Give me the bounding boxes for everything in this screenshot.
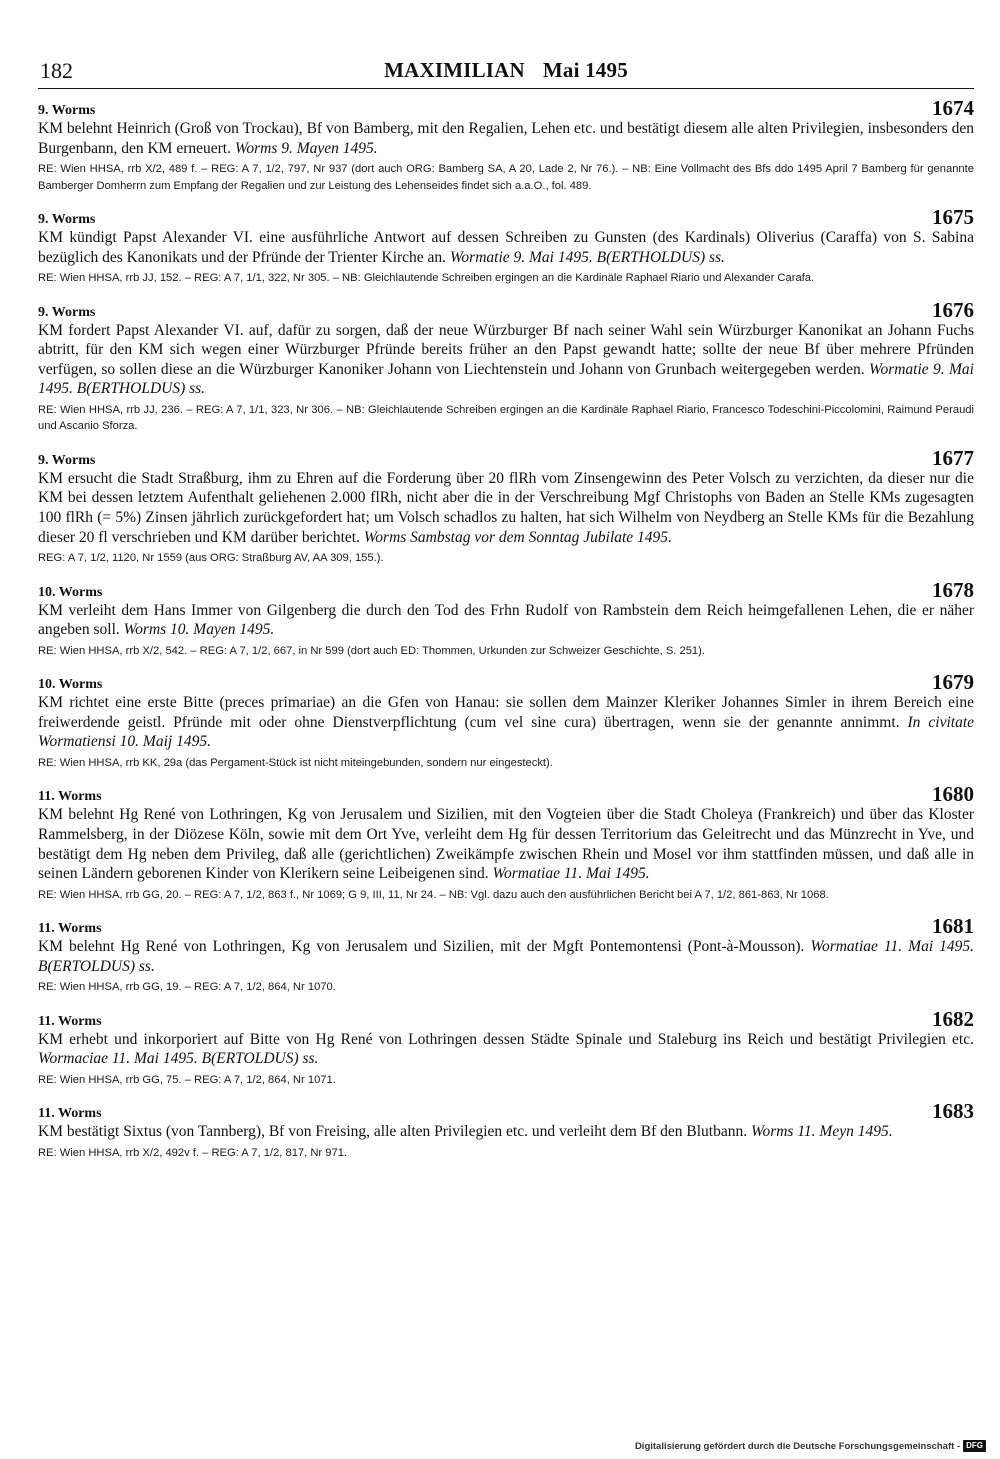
entry-number: 1677: [932, 445, 974, 470]
running-header: [38, 58, 974, 89]
entry-references: RE: Wien HHSA, rrb X/2, 492v f. – REG: A 7, 1/2, 817, Nr 971.: [38, 1146, 348, 1159]
entry-dating: Wormatiae 11. Mai 1495. B(ERTOLDUS) ss.: [38, 938, 975, 975]
entry-dating: Worms 10. Mayen 1495.: [123, 621, 275, 639]
entry-number: 1681: [932, 914, 974, 939]
entry-number: 1676: [932, 297, 974, 322]
entry-references: REG: A 7, 1/2, 1120, Nr 1559 (aus ORG: Straßburg AV, AA 309, 155.).: [38, 552, 384, 565]
entry-heading: [38, 1006, 974, 1030]
entry-date-place: 11. Worms: [38, 1106, 102, 1122]
entry-dating: Wormatie 9. Mai 1495. B(ERTHOLDUS) ss.: [449, 248, 725, 266]
entry-number: 1682: [932, 1006, 974, 1031]
entry-number: 1683: [932, 1099, 974, 1124]
entry-1674: [38, 95, 974, 194]
entry-references: RE: Wien HHSA, rrb GG, 19. – REG: A 7, 1/2, 864, Nr 1070.: [38, 981, 336, 994]
entry-date-place: 11. Worms: [38, 1013, 102, 1029]
entry-number: 1679: [932, 670, 974, 695]
entry-references: RE: Wien HHSA, rrb GG, 75. – REG: A 7, 1/2, 864, Nr 1071.: [38, 1073, 336, 1086]
entry-dating: Worms 11. Meyn 1495.: [750, 1123, 893, 1141]
entry-1678: [38, 577, 974, 660]
entry-number: 1680: [932, 782, 974, 807]
entry-heading: [38, 577, 974, 601]
entry-heading: [38, 781, 974, 805]
entry-references: RE: Wien HHSA, rrb JJ, 152. – REG: A 7, 1/1, 322, Nr 305. – NB: Gleichlautende Schreiben ergingen an die Kardinäle Raphael Riario und Alexander Carafa.: [38, 272, 815, 285]
entry-dating: Worms Sambstag vor dem Sonntag Jubilate 1495.: [363, 528, 672, 546]
entry-text: KM belehnt Heinrich (Groß von Trockau), Bf von Bamberg, mit den Regalien, Lehen etc. und bestätigt diesem alle alten Privilegien, insbesonders den Burgenbann, den KM erneuert. Worms 9. Mayen 1495.: [38, 120, 974, 157]
entry-1677: [38, 445, 974, 567]
page-number: 182: [40, 58, 73, 83]
entry-date-place: 10. Worms: [38, 584, 103, 600]
entry-number: 1674: [932, 96, 974, 120]
entry-heading: [38, 445, 974, 469]
entry-text: KM richtet eine erste Bitte (preces primariae) an die Gfen von Hanau: sie sollen dem Mainzer Kleriker Johannes Simler in ihrem Bereich eine freiwerdende geistl. Pfründe mit oder ohne Dienstverpflichtung (cum vel sine cura) übertragen, wenn sie der genannte annimmt. In civitate Wormatiensi 10. Maij 1495.: [38, 694, 975, 751]
entry-references: RE: Wien HHSA, rrb X/2, 542. – REG: A 7, 1/2, 667, in Nr 599 (dort auch ED: Thommen, Urkunden zur Schweizer Geschichte, S. 251).: [38, 644, 705, 657]
entry-heading: [38, 913, 974, 937]
entry-date-place: 11. Worms: [38, 789, 102, 805]
entry-dating: Wormatiae 11. Mai 1495.: [492, 865, 650, 883]
entry-dating: Wormatie 9. Mai 1495. B(ERTHOLDUS) ss.: [38, 360, 974, 398]
entry-text: KM kündigt Papst Alexander VI. eine ausführliche Antwort auf dessen Schreiben zu Gunsten (des Kardinals) Oliverius (Caraffa) von S. Sabina bezüglich des Kanonikats und der Pfründe der Trienter Kirche an. Wormatie 9. Mai 1495. B(ERTHOLDUS) ss.: [38, 229, 974, 266]
dfg-logo-icon: DFG: [963, 1440, 986, 1452]
entry-dating: Worms 9. Mayen 1495.: [234, 139, 378, 157]
entry-heading: [38, 669, 974, 693]
entry-heading: [38, 297, 974, 321]
footer-text: Digitalisierung gefördert durch die Deutsche Forschungsgemeinschaft -: [634, 1440, 961, 1452]
entry-date-place: 9. Worms: [38, 304, 96, 320]
entry-text: KM belehnt Hg René von Lothringen, Kg von Jerusalem und Sizilien, mit der Mgft Pontemontensi (Pont-à-Mousson). Wormatiae 11. Mai 1495. B(ERTOLDUS) ss.: [38, 938, 975, 975]
entry-1676: [38, 297, 974, 435]
running-title-name: MAXIMILIAN: [384, 58, 525, 82]
entry-dating: In civitate Wormatiensi 10. Maij 1495.: [38, 713, 975, 751]
entry-date-place: 9. Worms: [38, 452, 96, 468]
entry-heading: [38, 95, 974, 119]
entry-number: 1678: [932, 577, 974, 602]
entry-date-place: 9. Worms: [38, 103, 96, 118]
entry-1681: [38, 913, 974, 996]
entry-heading: [38, 204, 974, 228]
entry-number: 1675: [932, 205, 974, 229]
entry-heading: [38, 1098, 974, 1122]
entry-text: KM verleiht dem Hans Immer von Gilgenberg die durch den Tod des Frhn Rudolf von Rambstein dem Reich heimgefallenen Lehen, die er näher angeben soll. Worms 10. Mayen 1495.: [38, 601, 974, 639]
entry-1680: [38, 781, 974, 903]
running-title: [38, 58, 974, 83]
entry-1679: [38, 669, 974, 771]
entry-text: KM belehnt Hg René von Lothringen, Kg von Jerusalem und Sizilien, mit den Vogteien über die Stadt Choleya (Frankreich) und über das Kloster Rammelsberg, in der Diözese Köln, sowie mit dem Ort Yve, verleiht dem Hg für dessen Territorium das Geleitrecht und das Münzrecht in Yve, und bestätigt dem Hg neben dem Privileg, daß alle (gerichtlichen) Zweikämpfe zwischen Rhein und Mosel vor ihm stattfinden müssen, und daß alle in seinen Ländern geborenen Kinder von Klerikern seine Leibeigenen sind. Wormatiae 11. Mai 1495.: [38, 806, 974, 883]
entry-references: RE: Wien HHSA, rrb X/2, 489 f. – REG: A 7, 1/2, 797, Nr 937 (dort auch ORG: Bamberg SA, A 20, Lade 2, Nr 76.). – NB: Eine Vollmacht des Bfs ddo 1495 April 7 Bamberg für genannte Bamberger Domherrn zum Empfang der Regalien und zur Leistung des Lehenseides findet sich a.a.O., fol. 489.: [38, 163, 974, 192]
entry-1682: [38, 1006, 974, 1089]
page: [38, 58, 974, 1161]
entry-dating: Wormaciae 11. Mai 1495. B(ERTOLDUS) ss.: [38, 1050, 319, 1068]
entry-date-place: 10. Worms: [38, 677, 103, 693]
entry-text: KM ersucht die Stadt Straßburg, ihm zu Ehren auf die Forderung über 20 flRh vom Zinsengewinn des Peter Volsch zu verzichten, da dieser nur die KM bei dessen letztem Aufenthalt geliehenen 2.000 flRh, nicht aber die in der Verschreibung Mgf Christophs von Baden an Stelle KMs zugesagten 100 flRh (= 5%) Zinsen jährlich zurückgefordert hat; um Volsch schadlos zu halten, hat sich Wilhelm von Neydberg an Stelle KMs für die Bezahlung dieser 20 fl verschrieben und KM darüber berichtet. Worms Sambstag vor dem Sonntag Jubilate 1495.: [38, 469, 974, 546]
entry-text: KM fordert Papst Alexander VI. auf, dafür zu sorgen, daß der neue Würzburger Bf nach seiner Wahl sein Würzburger Kanonikat an Johann Fuchs abtritt, für den KM sich wegen einer Würzburger Pfründe bereits früher an den Papst gewandt hatte; sollte der neue Bf über mehrere Pfründen verfügen, so sollen diese an die Würzburger Kanoniker Johann von Liechtenstein und Johann von Grunbach weitergegeben werden. Wormatie 9. Mai 1495. B(ERTHOLDUS) ss.: [38, 321, 974, 398]
entry-references: RE: Wien HHSA, rrb JJ, 236. – REG: A 7, 1/1, 323, Nr 306. – NB: Gleichlautende Schreiben ergingen an die Kardinäle Raphael Riario, Francesco Todeschini-Piccolomini, Raimund Peraudi und Ascanio Sforza.: [38, 403, 974, 433]
entry-text: KM bestätigt Sixtus (von Tannberg), Bf von Freising, alle alten Privilegien etc. und verleiht dem Bf den Blutbann. Worms 11. Meyn 1495.: [38, 1123, 893, 1141]
entry-date-place: 9. Worms: [38, 212, 96, 227]
entry-date-place: 11. Worms: [38, 921, 102, 937]
entry-references: RE: Wien HHSA, rrb KK, 29a (das Pergament-Stück ist nicht miteingebunden, sondern nur eingesteckt).: [38, 756, 553, 769]
running-title-date: Mai 1495: [542, 58, 628, 82]
digitization-footer: [635, 1440, 986, 1452]
entry-references: RE: Wien HHSA, rrb GG, 20. – REG: A 7, 1/2, 863 f., Nr 1069; G 9, III, 11, Nr 24. – NB: Vgl. dazu auch den ausführlichen Bericht bei A 7, 1/2, 861-863, Nr 1068.: [38, 888, 829, 901]
entry-1675: [38, 204, 974, 287]
entry-1683: [38, 1098, 974, 1161]
entry-text: KM erhebt und inkorporiert auf Bitte von Hg René von Lothringen dessen Städte Spinale und Staleburg ins Reich und bestätigt Privilegien etc. Wormaciae 11. Mai 1495. B(ERTOLDUS) ss.: [38, 1030, 974, 1068]
